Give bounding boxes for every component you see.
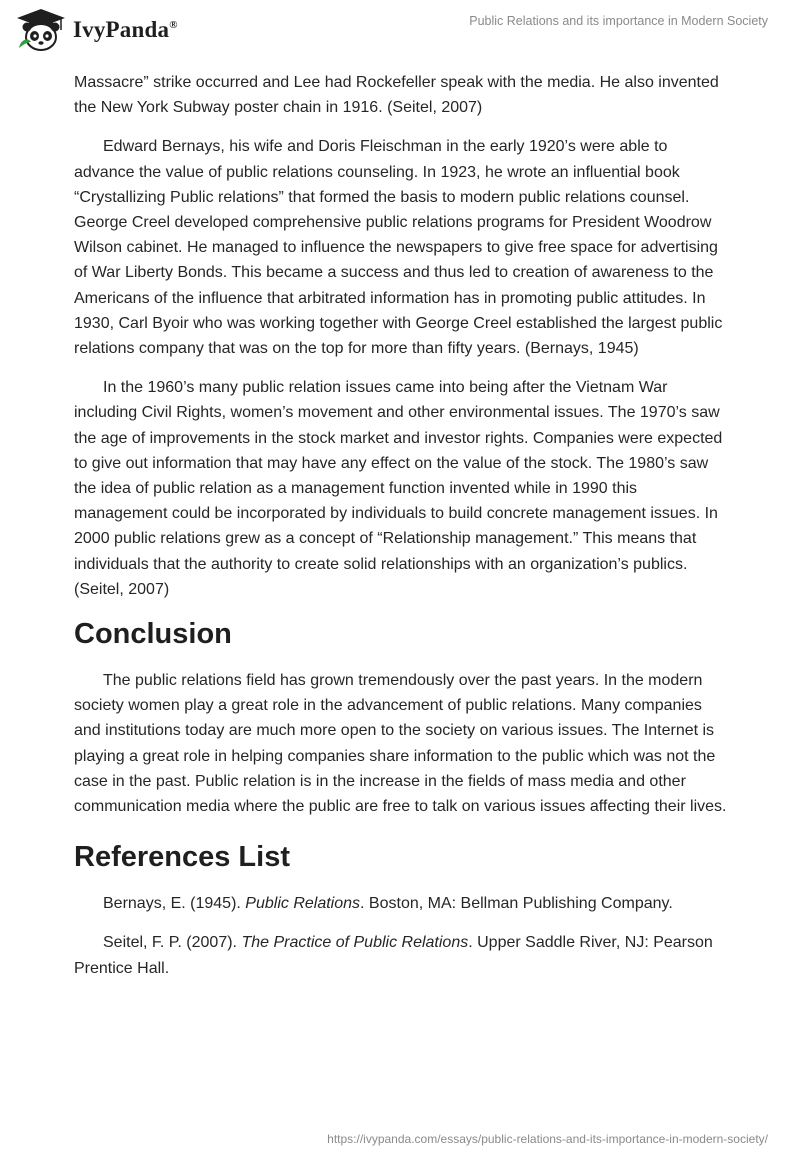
- paragraph-1960s: In the 1960’s many public relation issues came into being after the Vietnam War including Civil Rights, women’s movement and other environmental issues. The 1970’s saw the age of improvements in the stock market and investor rights. Companies were expected to give out information that may have any effect on the value of the stock. The 1980’s saw the idea of public relation as a management function invented while in 1990 this management could be incorporated by individuals to build concrete management issues. In 2000 public relations grew as a concept of “Relationship management.” This means that individuals that the authority to create solid relationships with an organization’s publics. (Seitel, 2007): [74, 379, 723, 598]
- conclusion-paragraph: The public relations field has grown tremendously over the past years. In the modern society women play a great role in the advancement of public relations. Many companies and institutions today are much more open to the society on various issues. The Internet is playing a great role in helping companies share information to the public which was not the case in the past. Public relation is in the increase in the fields of mass media and other communication media where the public are free to talk on various issues affecting their lives.: [74, 672, 727, 816]
- paragraph-continued: Massacre” strike occurred and Lee had Rockefeller speak with the media. He also invented the New York Subway poster chain in 1916. (Seitel, 2007): [74, 74, 719, 117]
- panda-graduate-icon: [15, 8, 67, 52]
- reference-item: Seitel, F. P. (2007). The Practice of Public Relations. Upper Saddle River, NJ: Pearson Prentice Hall.: [74, 934, 713, 977]
- conclusion-heading: Conclusion: [74, 618, 232, 651]
- brand-name: IvyPanda®: [73, 17, 178, 42]
- document-title: Public Relations and its importance in Modern Society: [469, 14, 768, 28]
- registered-mark: ®: [169, 19, 178, 31]
- paragraph-bernays: Edward Bernays, his wife and Doris Fleischman in the early 1920’s were able to advance the value of public relations counseling. In 1923, he wrote an influential book “Crystallizing Public relations” that formed the basis to modern public relations counsel. George Creel developed comprehensive public relations programs for President Woodrow Wilson cabinet. He managed to influence the newspapers to give free space for advertising of War Liberty Bonds. This became a success and thus led to creation of awareness to the Americans of the influence that arbitrated information has in promoting public attitudes. In 1930, Carl Byoir who was working together with George Creel established the largest public relations company that was on the top for more than fifty years. (Bernays, 1945): [74, 138, 723, 358]
- reference-title: Public Relations: [245, 895, 361, 913]
- source-url-link[interactable]: https://ivypanda.com/essays/public-relations-and-its-importance-in-modern-society/: [327, 1132, 768, 1146]
- ivypanda-logo[interactable]: [15, 8, 178, 52]
- essay-content: [74, 70, 730, 995]
- page-header: [0, 0, 800, 64]
- reference-title: The Practice of Public Relations: [241, 934, 469, 952]
- reference-item: Bernays, E. (1945). Public Relations. Boston, MA: Bellman Publishing Company.: [103, 895, 673, 913]
- references-heading: References List: [74, 841, 290, 874]
